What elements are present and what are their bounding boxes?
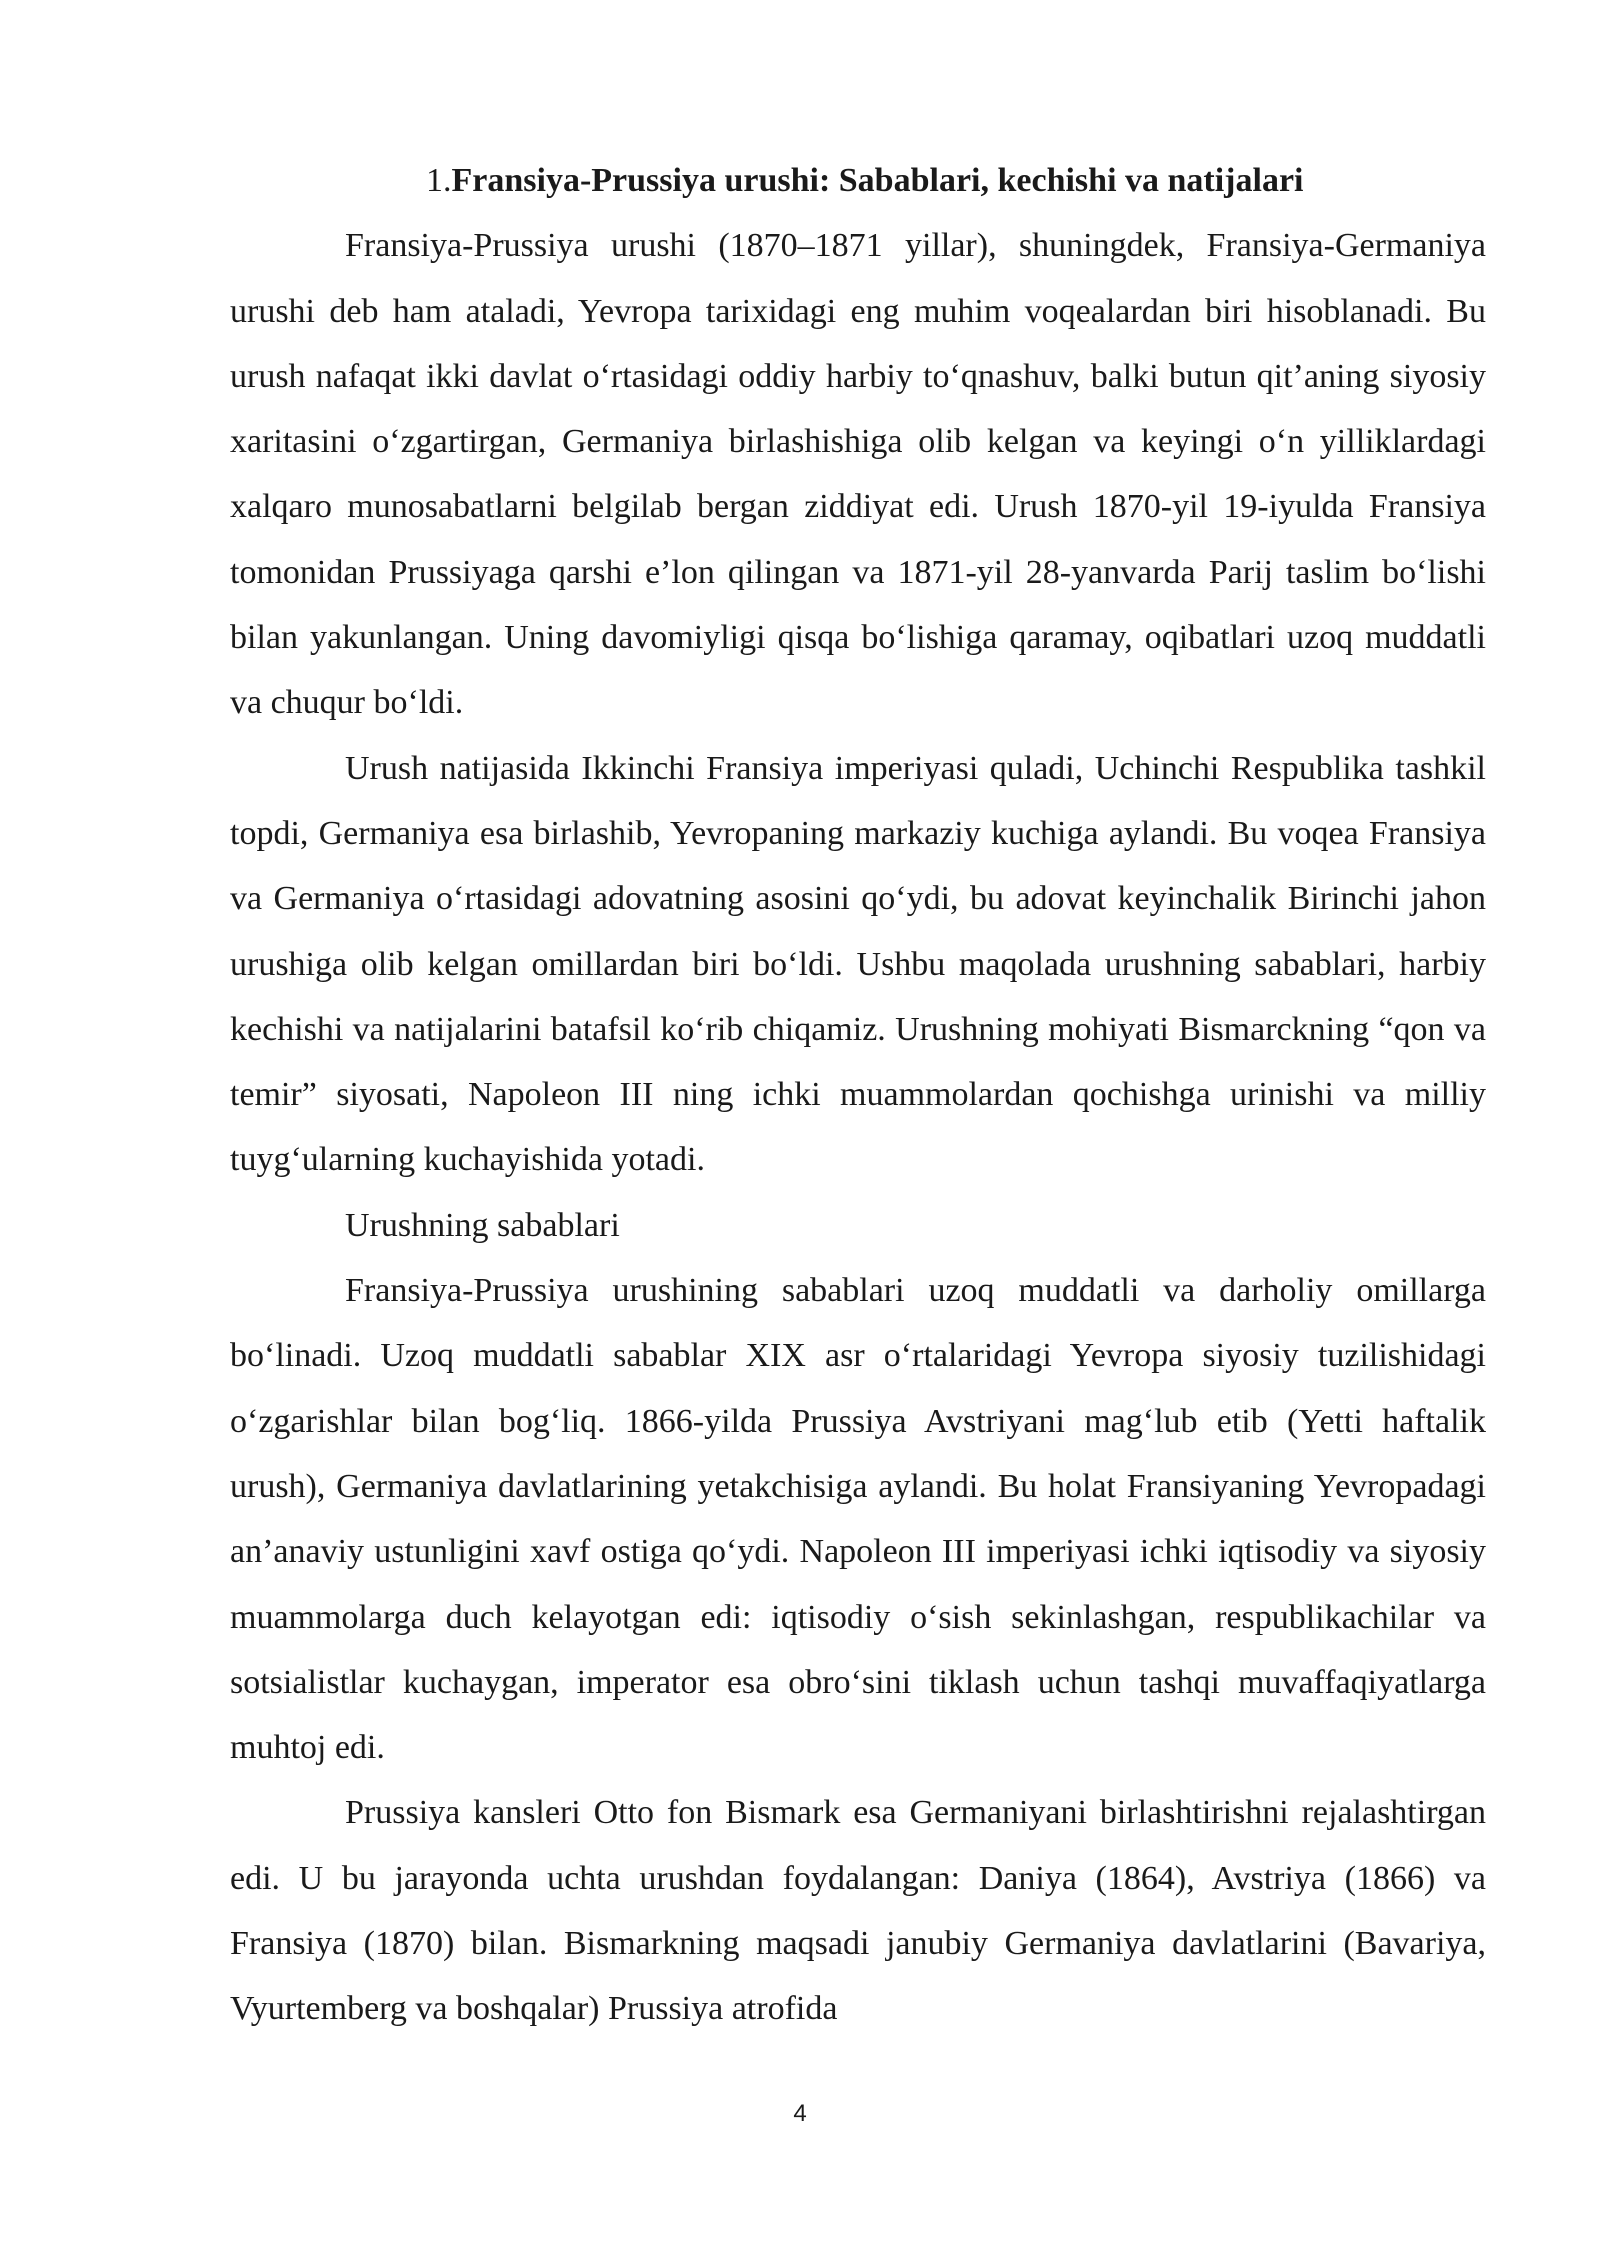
- page-number: 4: [793, 2100, 807, 2127]
- document-body: [230, 148, 1486, 2042]
- subsection-heading: Urushning sabablari: [345, 1206, 620, 1244]
- heading-number: 1.: [426, 162, 452, 199]
- paragraph-1: Fransiya-Prussiya urushi (1870–1871 yillar), shuningdek, Fransiya-Germaniya urushi deb ham ataladi, Yevropa tarixidagi eng muhim voqealardan biri hisoblanadi. Bu urush nafaqat ikki davlat o‘rtasidagi oddiy harbiy to‘qnashuv, balki butun qit’aning siyosiy xaritasini o‘zgartirgan, Germaniya birlashishiga olib kelgan va keyingi o‘n yilliklardagi xalqaro munosabatlarni belgilab bergan ziddiyat edi. Urush 1870-yil 19-iyulda Fransiya tomonidan Prussiyaga qarshi e’lon qilingan va 1871-yil 28-yanvarda Parij taslim bo‘lishi bilan yakunlangan. Uning davomiyligi qisqa bo‘lishiga qaramay, oqibatlari uzoq muddatli va chuqur bo‘ldi.: [230, 227, 1486, 722]
- paragraph-3: Fransiya-Prussiya urushining sabablari uzoq muddatli va darholiy omillarga bo‘linadi. Uzoq muddatli sabablar XIX asr o‘rtalaridagi Yevropa siyosiy tuzilishidagi o‘zgarishlar bilan bog‘liq. 1866-yilda Prussiya Avstriyani mag‘lub etib (Yetti haftalik urush), Germaniya davlatlarining yetakchisiga aylandi. Bu holat Fransiyaning Yevropadagi an’anaviy ustunligini xavf ostiga qo‘ydi. Napoleon III imperiyasi ichki iqtisodiy va siyosiy muammolarga duch kelayotgan edi: iqtisodiy o‘sish sekinlashgan, respublikachilar va sotsialistlar kuchaygan, imperator esa obro‘sini tiklash uchun tashqi muvaffaqiyatlarga muhtoj edi.: [230, 1272, 1486, 1767]
- heading-title: Fransiya-Prussiya urushi: Sabablari, kechishi va natijalari: [451, 162, 1304, 199]
- section-heading: [230, 148, 1486, 213]
- paragraph-4: Prussiya kansleri Otto fon Bismark esa Germaniyani birlashtirishni rejalashtirgan edi. U bu jarayonda uchta urushdan foydalangan: Daniya (1864), Avstriya (1866) va Fransiya (1870) bilan. Bismarkning maqsadi janubiy Germaniya davlatlarini (Bavariya, Vyurtemberg va boshqalar) Prussiya atrofida: [230, 1794, 1486, 2028]
- paragraph-2: Urush natijasida Ikkinchi Fransiya imperiyasi quladi, Uchinchi Respublika tashkil topdi, Germaniya esa birlashib, Yevropaning markaziy kuchiga aylandi. Bu voqea Fransiya va Germaniya o‘rtasidagi adovatning asosini qo‘ydi, bu adovat keyinchalik Birinchi jahon urushiga olib kelgan omillardan biri bo‘ldi. Ushbu maqolada urushning sabablari, harbiy kechishi va natijalarini batafsil ko‘rib chiqamiz. Urushning mohiyati Bismarckning “qon va temir” siyosati, Napoleon III ning ichki muammolardan qochishga urinishi va milliy tuyg‘ularning kuchayishida yotadi.: [230, 749, 1486, 1179]
